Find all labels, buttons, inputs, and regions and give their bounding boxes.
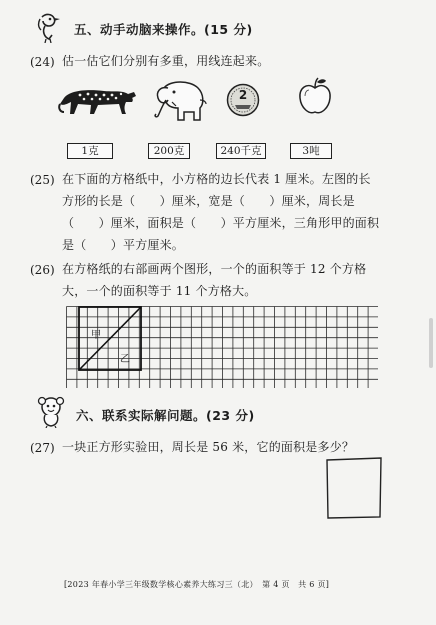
q26-number: (26) bbox=[30, 263, 55, 277]
weight-box-240kg[interactable]: 240千克 bbox=[216, 143, 266, 159]
leopard-icon bbox=[58, 80, 140, 120]
coin-label: 2 bbox=[238, 88, 248, 102]
q25-number: (25) bbox=[30, 173, 55, 187]
q26-line-1: 在方格纸的右部画两个图形，一个的面积等于 12 个方格 bbox=[62, 262, 367, 276]
q24-number: (24) bbox=[30, 55, 55, 69]
scrollbar-thumb[interactable] bbox=[429, 318, 433, 368]
apple-icon bbox=[297, 76, 333, 116]
page-footer: [2023 年春小学三年级数学核心素养大练习三（北） 第 4 页 共 6 页] bbox=[64, 580, 330, 589]
q27-number: (27) bbox=[30, 441, 55, 455]
weight-box-200g[interactable]: 200克 bbox=[148, 143, 190, 159]
q25-line-2: 方形的长是（ ）厘米，宽是（ ）厘米，周长是 bbox=[62, 194, 355, 208]
q25-line-3: （ ）厘米，面积是（ ）平方厘米，三角形甲的面积 bbox=[62, 216, 380, 230]
cartoon-mascot-icon bbox=[36, 396, 66, 428]
q27-text: 一块正方形实验田，周长是 56 米，它的面积是多少？ bbox=[62, 440, 355, 454]
section-6-title: 六、联系实际解问题。(23 分) bbox=[76, 408, 255, 423]
q26-line-2: 大，一个的面积等于 11 个方格大。 bbox=[62, 284, 257, 298]
grid-paper[interactable] bbox=[66, 306, 378, 388]
label-yi: 乙 bbox=[120, 354, 130, 365]
weight-box-1g[interactable]: 1克 bbox=[67, 143, 113, 159]
q24-text: 估一估它们分别有多重，用线连起来。 bbox=[62, 54, 270, 68]
label-jia: 甲 bbox=[91, 330, 101, 341]
q25-line-1: 在下面的方格纸中，小方格的边长代表 1 厘米。左图的长 bbox=[62, 172, 371, 186]
q25-line-4: 是（ ）平方厘米。 bbox=[62, 238, 185, 252]
elephant-icon bbox=[150, 78, 208, 124]
bird-mascot-icon bbox=[36, 13, 62, 43]
triangle-diagonal bbox=[79, 307, 141, 370]
square-field-figure bbox=[325, 457, 383, 519]
weight-box-3t[interactable]: 3吨 bbox=[290, 143, 332, 159]
section-5-title: 五、动手动脑来操作。(15 分) bbox=[74, 22, 253, 37]
coin-icon bbox=[226, 83, 260, 117]
